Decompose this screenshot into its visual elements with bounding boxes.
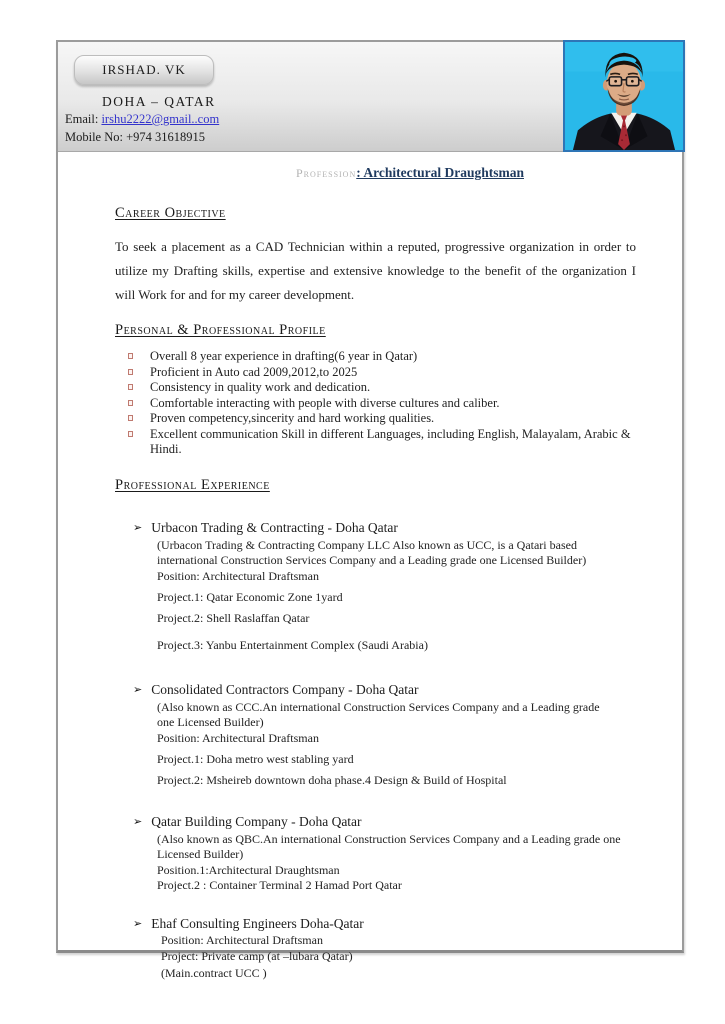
list-item (115, 427, 636, 458)
experience-entry (115, 814, 636, 893)
header-banner (58, 42, 682, 152)
profession-line (58, 165, 682, 181)
company-name: Ehaf Consulting Engineers Doha-Qatar (151, 915, 364, 931)
profession-label: Profession (296, 166, 357, 180)
profile-item-text: Consistency in quality work and dedication. (150, 380, 371, 394)
company-line (115, 520, 636, 536)
profile-list (115, 349, 636, 458)
mobile-label: Mobile No: (65, 130, 127, 144)
objective-paragraph: To seek a placement as a CAD Technician within a reputed, progressive organization in order to utilize my Drafting skills, expertise and extensive knowledge to the benefit of the organization I will Work for and for my career development. (115, 239, 636, 302)
experience-line: Position: Architectural Draftsman (157, 730, 319, 745)
company-name: Urbacon Trading & Contracting - Doha Qatar (151, 519, 398, 535)
email-link[interactable]: irshu2222@gmail..com (101, 112, 220, 126)
arrow-bullet-icon: ➢ (133, 683, 143, 696)
company-line (115, 814, 636, 830)
profile-item-text: Overall 8 year experience in drafting(6 year in Qatar) (150, 349, 418, 363)
profile-item-text: Proven competency,sincerity and hard working qualities. (150, 411, 435, 425)
experience-line: Position: Architectural Draftsman (157, 568, 319, 583)
portrait-photo (565, 42, 683, 150)
company-name: Qatar Building Company - Doha Qatar (151, 813, 362, 829)
location-text: DOHA – QATAR (102, 94, 216, 109)
experience-line: Position: Architectural Draftsman (161, 932, 323, 947)
list-item (115, 380, 636, 396)
company-line (115, 916, 636, 932)
square-bullet-icon (128, 353, 133, 359)
experience-line: (Main.contract UCC ) (161, 965, 267, 980)
list-item (115, 365, 636, 381)
resume-page (56, 40, 684, 980)
company-line (115, 682, 636, 698)
email-label: Email: (65, 112, 102, 126)
profile-item-text: Excellent communication Skill in different Languages, including English, Malayalam, Arabic & Hindi. (150, 426, 631, 456)
experience-line: Project.2 : Container Terminal 2 Hamad Port Qatar (157, 877, 402, 892)
person-name: IRSHAD. VK (102, 62, 186, 77)
section-heading-career-objective: Career Objective (115, 205, 226, 221)
experience-line: Project.2: Msheireb downtown doha phase.4 Design & Build of Hospital (157, 772, 507, 787)
arrow-bullet-icon: ➢ (133, 815, 143, 828)
experience-line: Project: Private camp (at –lubara Qatar) (161, 949, 353, 963)
list-item (115, 396, 636, 412)
list-item (115, 411, 636, 427)
experience-line: Project.1: Qatar Economic Zone 1yard (157, 589, 343, 604)
experience-entry (115, 682, 636, 788)
section-heading-profile: Personal & Professional Profile (115, 322, 326, 338)
square-bullet-icon (128, 369, 133, 375)
photo-frame (563, 40, 685, 152)
company-description: (Also known as QBC.An international Construction Services Company and a Leading grade one Licensed Builder) (157, 831, 621, 861)
profile-item-text: Proficient in Auto cad 2009,2012,to 2025 (150, 364, 358, 379)
mobile-row (65, 130, 205, 145)
square-bullet-icon (128, 431, 133, 437)
experience-line: Position.1:Architectural Draughtsman (157, 862, 340, 877)
section-heading-experience: Professional Experience (115, 476, 270, 493)
resume-body (58, 205, 682, 981)
name-plate (74, 55, 214, 85)
experience-line: Project.3: Yanbu Entertainment Complex (Saudi Arabia) (157, 637, 428, 652)
arrow-bullet-icon: ➢ (133, 521, 143, 534)
square-bullet-icon (128, 400, 133, 406)
experience-line: Project.2: Shell Raslaffan Qatar (157, 610, 310, 625)
email-row (65, 112, 219, 127)
company-description: (Also known as CCC.An international Construction Services Company and a Leading grade one Licensed Builder) (157, 699, 600, 729)
company-description: (Urbacon Trading & Contracting Company LLC Also known as UCC, is a Qatari based international Construction Services Company and a Leading grade one Licensed Builder) (157, 537, 587, 567)
list-item (115, 349, 636, 365)
experience-entry (115, 916, 636, 982)
arrow-bullet-icon: ➢ (133, 917, 143, 930)
experience-entry (115, 520, 636, 653)
mobile-number: +974 31618915 (126, 130, 206, 144)
company-name: Consolidated Contractors Company - Doha Qatar (151, 681, 419, 697)
square-bullet-icon (128, 415, 133, 421)
experience-line: Project.1: Doha metro west stabling yard (157, 751, 354, 766)
profile-item-text: Comfortable interacting with people with diverse cultures and caliber. (150, 395, 500, 410)
square-bullet-icon (128, 384, 133, 390)
profession-title: : Architectural Draughtsman (356, 165, 524, 180)
